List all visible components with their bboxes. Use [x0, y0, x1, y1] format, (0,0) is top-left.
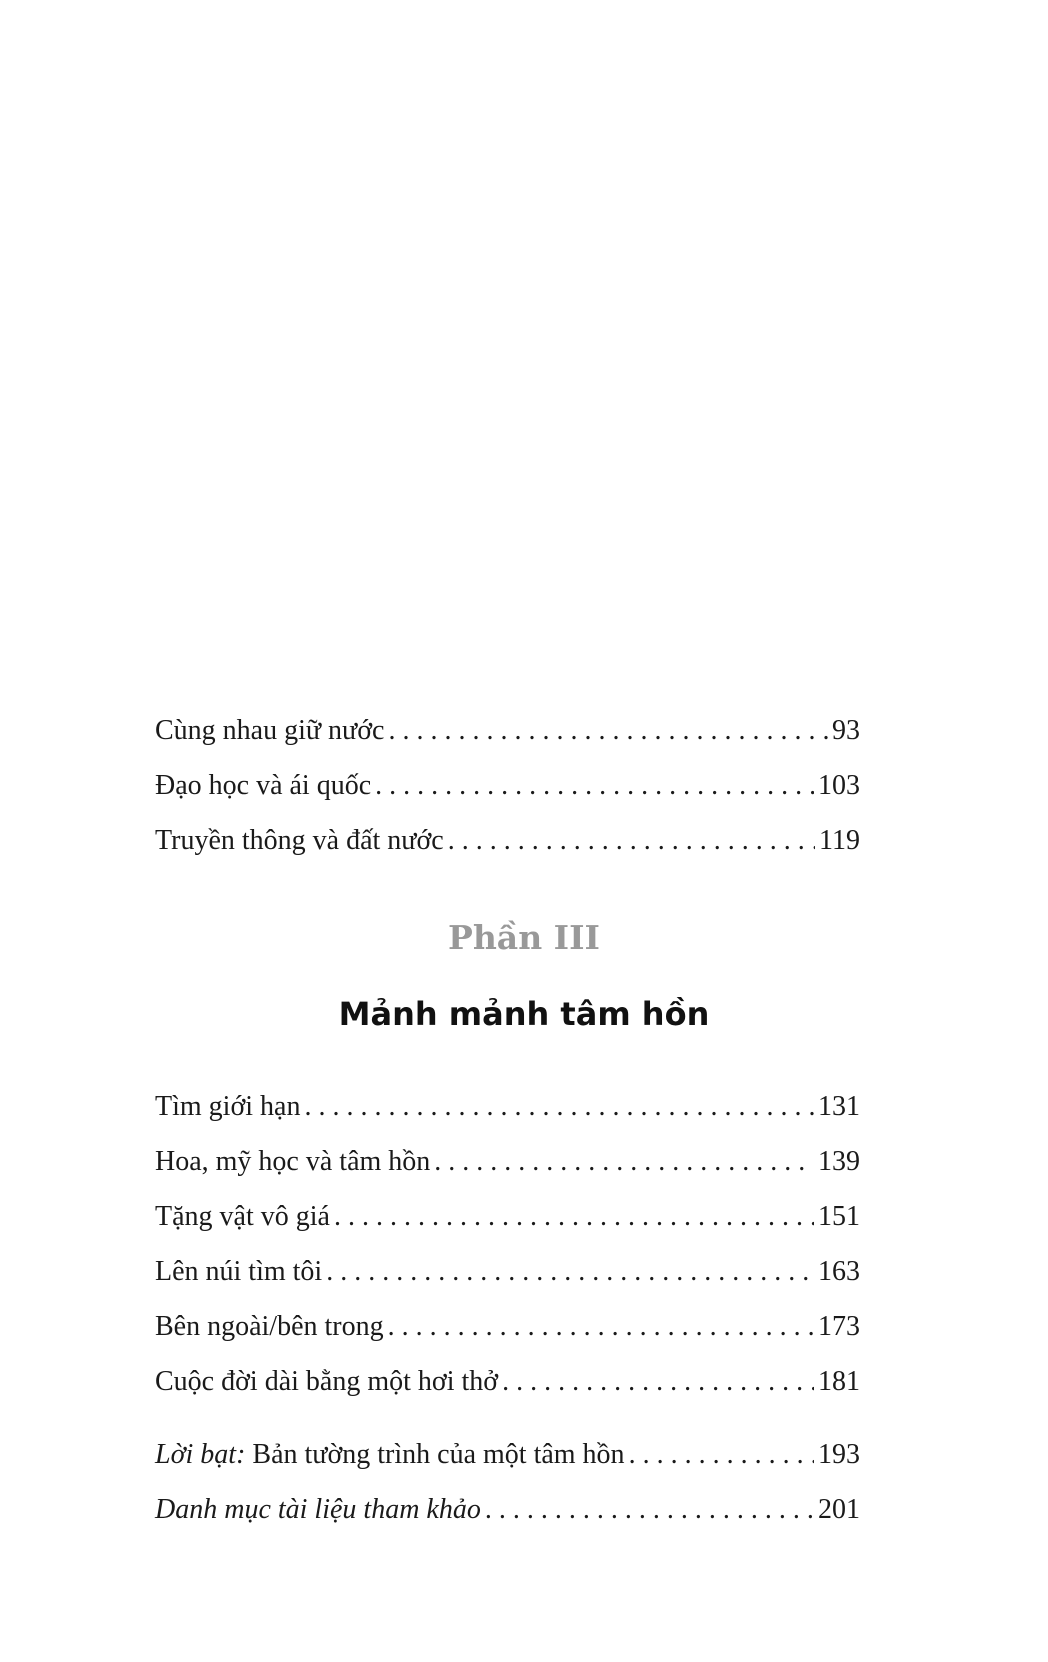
toc-entry-page: 103: [818, 770, 860, 801]
toc-entry: [155, 1079, 860, 1134]
toc-entry-prefix: Lời bạt:: [155, 1439, 246, 1470]
toc-entry: [155, 758, 860, 813]
toc-entry-page: 139: [818, 1146, 860, 1177]
dot-leader: [304, 1079, 814, 1134]
toc-entry: [155, 813, 860, 868]
toc-entry: [155, 1244, 860, 1299]
toc-entry-page: 173: [818, 1311, 860, 1342]
toc-entry-page: 181: [818, 1366, 860, 1397]
toc-entry-title: Lên núi tìm tôi: [155, 1256, 323, 1287]
toc-entry-title: Truyền thông và đất nước: [155, 825, 444, 856]
toc-entry-title: [155, 1427, 625, 1482]
toc-entry-bibliography: [155, 1482, 860, 1537]
dot-leader: [448, 813, 815, 868]
dot-leader: [388, 703, 828, 758]
dot-leader: [388, 1299, 814, 1354]
toc-entry-page: 119: [819, 825, 860, 856]
dot-leader: [502, 1354, 814, 1409]
toc-entry: [155, 1134, 860, 1189]
toc-entry: [155, 1189, 860, 1244]
toc-entry: [155, 703, 860, 758]
toc-entry: [155, 1354, 860, 1409]
part-title: Mảnh mảnh tâm hồn: [338, 995, 710, 1033]
toc-entry-title: [155, 1482, 481, 1537]
toc-entry-title-text: Bản tường trình của một tâm hồn: [245, 1439, 625, 1470]
part-label: Phần III: [448, 918, 600, 957]
dot-leader: [629, 1427, 814, 1482]
dot-leader: [326, 1244, 814, 1299]
dot-leader: [375, 758, 814, 813]
toc-entry-title: Hoa, mỹ học và tâm hồn: [155, 1146, 431, 1177]
toc-entry-title: Bên ngoài/bên trong: [155, 1311, 384, 1342]
toc-entry-page: 131: [818, 1091, 860, 1122]
toc-entry-page: 193: [818, 1439, 860, 1470]
toc-entry-page: 93: [832, 715, 860, 746]
toc-entry-title: Cùng nhau giữ nước: [155, 715, 385, 746]
toc-entry-page: 151: [818, 1201, 860, 1232]
dot-leader: [334, 1189, 814, 1244]
toc-entry-title: Cuộc đời dài bằng một hơi thở: [155, 1366, 499, 1397]
toc-section-part3: [155, 1079, 860, 1409]
dot-leader: [485, 1482, 814, 1537]
toc-entry: [155, 1299, 860, 1354]
toc-entry-prefix: Danh mục tài liệu tham khảo: [155, 1494, 481, 1525]
toc-entry-title: Tìm giới hạn: [155, 1091, 301, 1122]
dot-leader: [434, 1134, 814, 1189]
toc-entry-afterword: [155, 1427, 860, 1482]
toc-section-part2: [155, 703, 860, 868]
toc-entry-title: Tặng vật vô giá: [155, 1201, 330, 1232]
toc-entry-title: Đạo học và ái quốc: [155, 770, 372, 801]
toc-entry-page: 163: [818, 1256, 860, 1287]
toc-entry-page: 201: [818, 1494, 860, 1525]
toc-section-back-matter: [155, 1427, 860, 1537]
